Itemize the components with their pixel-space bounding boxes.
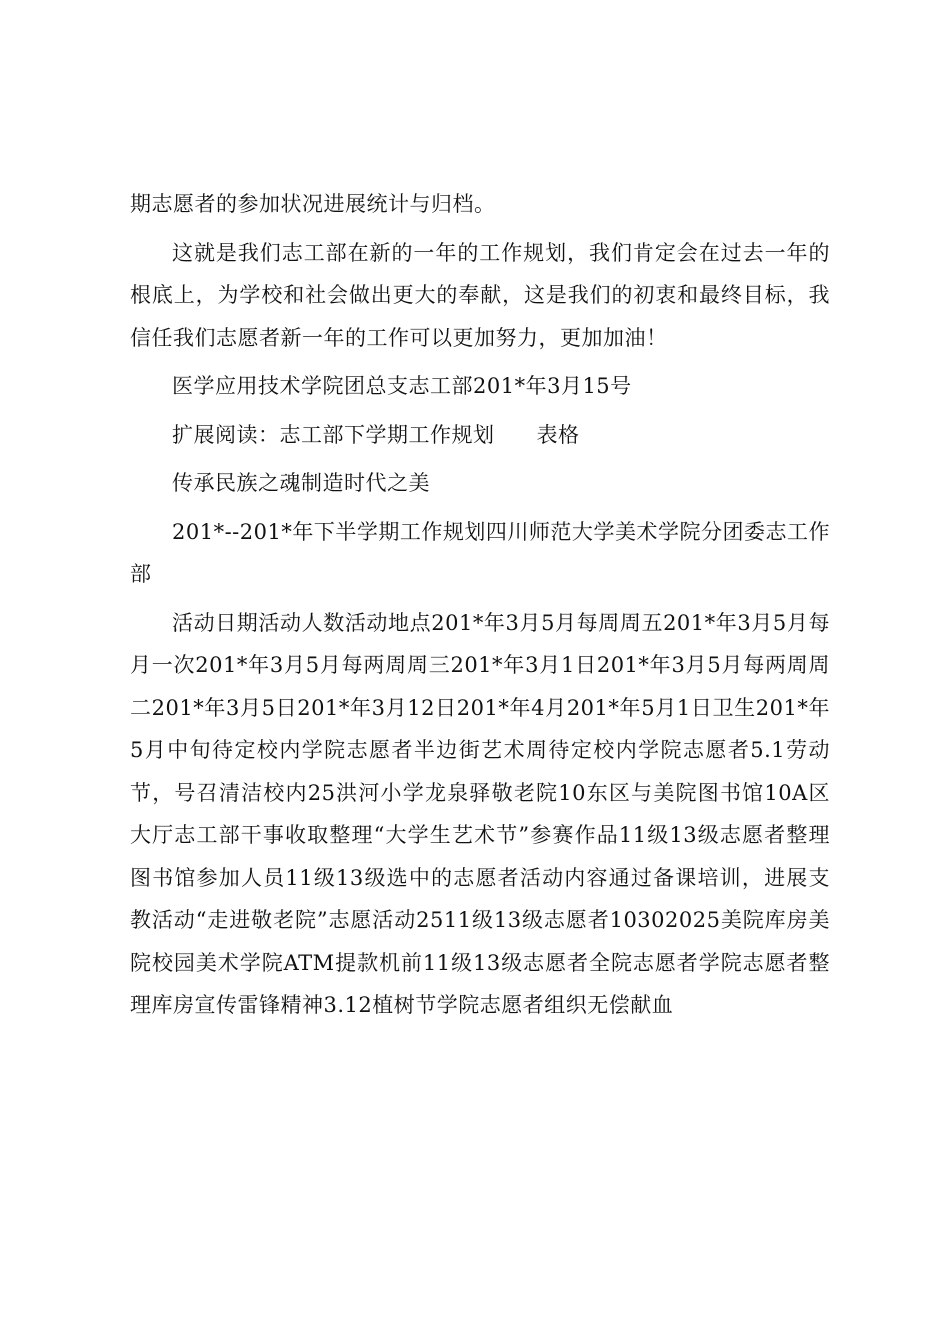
paragraph-extended-reading: [130, 414, 830, 457]
paragraph-closing-plan: 这就是我们志工部在新的一年的工作规划，我们肯定会在过去一年的根底上，为学校和社会做出更大的奉献，这是我们的初衷和最终目标，我信任我们志愿者新一年的工作可以更加努力，更加加油！: [130, 240, 830, 350]
document-body: [130, 183, 830, 1033]
paragraph-plan-title: 201*--201*年下半学期工作规划四川师范大学美术学院分团委志工作部: [130, 519, 830, 586]
paragraph-signature: 医学应用技术学院团总支志工部201*年3月15号: [172, 374, 632, 398]
paragraph-activity-table-text: 活动日期活动人数活动地点201*年3月5月每周周五201*年3月5月每月一次201*年3月5月每两周周三201*年3月1日201*年3月5月每两周周二201*年3月5日201*年3月12日201*年4月201*年5月1日卫生201*年5月中旬待定校内学院志愿者半边街艺术周待定校内学院志愿者5.1劳动节，号召清洁校内25洪河小学龙泉驿敬老院10东区与美院图书馆10A区大厅志工部干事收取整理“大学生艺术节”参赛作品11级13级志愿者整理图书馆参加人员11级13级选中的志愿者活动内容通过备课培训，进展支教活动“走进敬老院”志愿活动2511级13级志愿者10302025美院库房美院校园美术学院ATM提款机前11级13级志愿者全院志愿者学院志愿者整理库房宣传雷锋精神3.12植树节学院志愿者组织无偿献血: [130, 610, 830, 1017]
extended-reading-label: 表格: [536, 422, 580, 447]
extended-reading-title: 扩展阅读：志工部下学期工作规划: [172, 422, 495, 447]
paragraph-slogan: 传承民族之魂制造时代之美: [172, 471, 430, 495]
paragraph-continuation: 期志愿者的参加状况进展统计与归档。: [130, 192, 496, 216]
